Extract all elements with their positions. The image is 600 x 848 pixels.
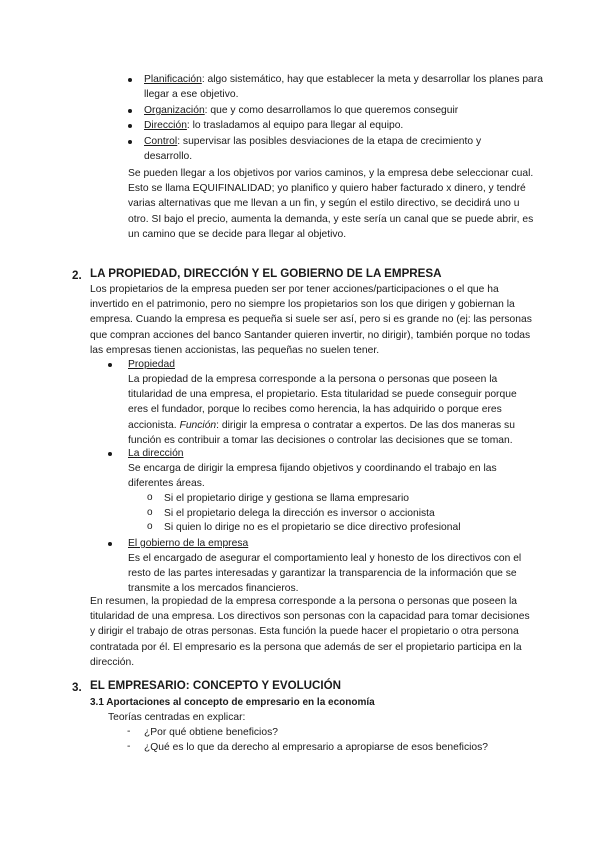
sub-item: Si el propietario delega la dirección es inversor o accionista [164,508,435,519]
dash-item: ¿Qué es lo que da derecho al empresario a apropiarse de esos beneficios? [144,742,489,753]
bullet-dot [108,542,112,546]
propiedad-text-a: La propiedad de la empresa corresponde a la persona o personas que poseen la titularidad de una empresa, el propietario. Esta titularidad se puede conseguir porque eres el fundador, porque lo recibes como herencia, la has adquirido o porque eres accionista. [128,374,517,431]
bullet-dot [108,363,112,367]
propiedad-text-b: : dirigir la empresa o contratar a expertos. De las dos maneras su función es contribuir a tomar las decisiones o controlar las decisiones que se toman. [128,419,515,446]
section-number: 2. [72,269,82,282]
list-item-text: : supervisar las posibles desviaciones de la etapa de crecimiento y desarrollo. [144,136,482,163]
bullet-dot [128,109,132,113]
equifinalidad-paragraph: Se pueden llegar a los objetivos por varios caminos, y la empresa debe seleccionar cual. Esto se llama EQUIFINALIDAD; yo planifico y quiero haber facturado x dinero, y tendré varias alternativas que me llevan a un fin, y según el estilo directivo, se decidirá uno u otro. SI bajo el precio, aumenta la demanda, y este sería un canal que se puede abrir, es un camino que se decide para llegar al objetivo. [128,168,534,240]
sub-item: Si quien lo dirige no es el propietario se dice directivo profesional [164,522,461,533]
propiedad-text [128,372,534,448]
section-title: EL EMPRESARIO: CONCEPTO Y EVOLUCIÓN [90,679,342,692]
bullet-dot [108,452,112,456]
list-item-text: : lo trasladamos al equipo para llegar al equipo. [186,120,404,131]
bullet-dot [128,124,132,128]
list-item [144,103,544,118]
sub-bullet: o [147,492,153,503]
list-item [144,72,544,102]
direccion-label: La dirección [128,448,184,459]
gobierno-text: Es el encargado de asegurar el comportamiento leal y honesto de los directivos con el resto de las partes interesadas y garantizar la transparencia de la información que se transmite a los mercados financieros. [128,553,522,595]
section-number: 3. [72,681,82,694]
list-item-text: : algo sistemático, hay que establecer la meta y desarrollar los planes para llegar a ese objetivo. [144,74,543,101]
section-2-intro: Los propietarios de la empresa pueden ser por tener acciones/participaciones o el que ha invertido en el patrimonio, pero no siempre los propietarios son los que dirigen y gobiernan la empresa. Cuando la empresa es pequeña si suele ser así, pero si es grande no (ej: las personas que compran acciones del banco Santander quieren invertir, no dirigir), también porque no todas las empresas tienen accionistas, las pequeñas no suelen tener. [90,284,532,356]
dash-marker: - [127,741,131,752]
section-3-heading [72,678,542,696]
sub-item: Si el propietario dirige y gestiona se llama empresario [164,493,409,504]
subsection-heading: 3.1 Aportaciones al concepto de empresario en la economía [90,697,375,708]
list-item [144,118,544,133]
list-item [144,134,514,164]
gobierno-label: El gobierno de la empresa [128,538,249,549]
term-direccion: Dirección [144,120,187,131]
bullet-dot [128,140,132,144]
section-2-summary: En resumen, la propiedad de la empresa corresponde a la persona o personas que poseen la titularidad de una empresa. Los directivos son personas con la capacidad para tomar decisiones y dirigir el trabajo de otras personas. Esta función la puede hacer el propietario o otra persona contratada por él. El empresario es la persona que además de ser el propietario participa en la dirección. [90,596,530,668]
teorias-text: Teorías centradas en explicar: [108,712,246,723]
term-organizacion: Organización [144,105,205,116]
propiedad-label: Propiedad [128,359,175,370]
funcion-label: Función [179,419,217,431]
sub-bullet: o [147,507,153,518]
section-title: LA PROPIEDAD, DIRECCIÓN Y EL GOBIERNO DE LA EMPRESA [90,267,442,280]
dash-item: ¿Por qué obtiene beneficios? [144,727,278,738]
direccion-text: Se encarga de dirigir la empresa fijando objetivos y coordinando el trabajo en las diferentes áreas. [128,463,497,490]
sub-bullet: o [147,521,153,532]
term-control: Control [144,136,178,147]
bullet-dot [128,78,132,82]
dash-marker: - [127,726,131,737]
term-planificacion: Planificación [144,74,202,85]
list-item-text: : que y como desarrollamos lo que queremos conseguir [204,105,459,116]
